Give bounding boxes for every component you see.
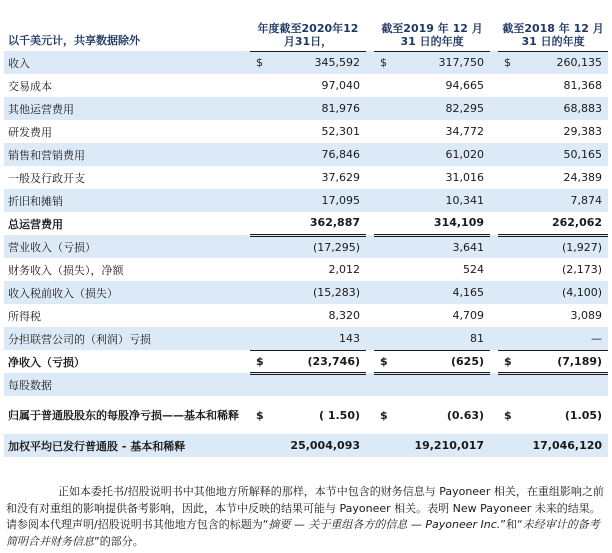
currency-symbol: [498, 304, 516, 327]
currency-symbol: [250, 434, 268, 457]
cell-value: (625): [392, 350, 490, 373]
table-row: [4, 373, 608, 396]
currency-symbol: [374, 166, 392, 189]
currency-symbol: [498, 281, 516, 304]
currency-symbol: [498, 97, 516, 120]
row-label: 一般及行政开支: [8, 171, 85, 185]
cell-value: 31,016: [445, 171, 485, 184]
currency-symbol: [250, 258, 268, 281]
currency-symbol: [374, 434, 392, 457]
column-header-2020: 年度截至2020年12月31日，: [250, 4, 366, 51]
cell-value: 4,165: [392, 281, 490, 304]
currency-symbol: $: [256, 408, 264, 422]
cell-value: 82,295: [392, 97, 490, 120]
currency-symbol: [250, 189, 268, 212]
column-header-2018: 截至2018 年 12 月 31 日的年度: [498, 4, 608, 51]
currency-symbol: [374, 235, 392, 258]
cell-value: 262,062: [516, 212, 608, 235]
table-row: [4, 258, 608, 281]
cell-value: —: [516, 327, 608, 350]
currency-symbol: [250, 74, 268, 97]
row-label: 净收入（亏损）: [8, 355, 85, 369]
currency-symbol: [250, 281, 268, 304]
cell-value: (7,189): [516, 350, 608, 373]
cell-value: 8,320: [328, 309, 361, 322]
cell-value: (15,283): [268, 281, 366, 304]
currency-symbol: [250, 304, 268, 327]
currency-symbol: [498, 235, 516, 258]
row-label: 收入税前收入（损失）: [4, 281, 250, 304]
row-label: 交易成本: [8, 79, 52, 93]
cell-value: 81: [392, 327, 490, 350]
cell-value: (17,295): [268, 235, 366, 258]
currency-symbol: $: [374, 350, 392, 373]
currency-symbol: [498, 120, 516, 143]
currency-symbol: [250, 120, 268, 143]
currency-symbol: [250, 327, 268, 350]
currency-symbol: [374, 258, 392, 281]
currency-symbol: [498, 189, 516, 212]
cell-value: 76,846: [268, 143, 366, 166]
currency-symbol: $: [250, 350, 268, 373]
footnote-text-3: ”的部分。: [94, 534, 144, 548]
cell-value: 17,046,120: [516, 434, 608, 457]
row-label: 收入: [4, 51, 250, 74]
currency-symbol: [498, 74, 516, 97]
currency-symbol: $: [504, 408, 512, 422]
currency-symbol: [498, 143, 516, 166]
footnote-italic-2: 未经审计的备考简明合并财务信息: [6, 518, 600, 548]
cell-value: 10,341: [392, 189, 490, 212]
cell-value: 34,772: [445, 125, 485, 138]
table-row: [4, 396, 608, 434]
table-row: [4, 304, 608, 327]
cell-value: (0.63): [446, 408, 485, 422]
row-label: 财务收入（损失），净额: [8, 263, 124, 277]
cell-value: 2,012: [328, 263, 361, 276]
cell-value: 25,004,093: [268, 434, 366, 457]
currency-symbol: [498, 327, 516, 350]
row-label: 分担联营公司的（利润）亏损: [4, 327, 250, 350]
cell-value: 94,665: [445, 79, 485, 92]
row-label: 总运营费用: [8, 217, 63, 231]
column-header-2019: 截至2019 年 12 月 31 日的年度: [374, 4, 490, 51]
table-row: [4, 281, 608, 304]
cell-value: 61,020: [392, 143, 490, 166]
table-row: [4, 235, 608, 258]
currency-symbol: [374, 212, 392, 235]
footnote-text-1: 正如本委托书/招股说明书中其他地方所解释的那样，本节中包含的财务信息与 Payoneer 相关，在重组影响之前和没有对重组的影响提供备考影响，因此，本节中反映的结果可能与 Payoneer 相关。表明 New Payoneer 未来的结果。请参阅本代理声明/招股说明书其他地方包含的标题为“: [6, 485, 604, 531]
cell-value: 3,089: [570, 309, 603, 322]
currency-symbol: [250, 212, 268, 235]
cell-value: 3,641: [392, 235, 490, 258]
footnote-italic-1: 摘要 — 关于重组各方的信息 — Payoneer Inc.: [268, 518, 501, 531]
row-label: 销售和营销费用: [4, 143, 250, 166]
cell-value: 97,040: [321, 79, 361, 92]
cell-value: 143: [268, 327, 366, 350]
row-label: 每股数据: [4, 373, 250, 396]
currency-symbol: [498, 258, 516, 281]
cell-value: (2,173): [561, 263, 603, 276]
currency-symbol: [250, 143, 268, 166]
table-row: [4, 189, 608, 212]
currency-symbol: [250, 166, 268, 189]
currency-symbol: [498, 212, 516, 235]
cell-value: 314,109: [392, 212, 490, 235]
cell-value: 37,629: [321, 171, 361, 184]
cell-value: 317,750: [392, 51, 490, 74]
financial-table: [4, 4, 608, 457]
table-row: [4, 350, 608, 373]
cell-value: 29,383: [563, 125, 603, 138]
row-label: 归属于普通股股东的每股净亏损——基本和稀释: [8, 408, 239, 422]
cell-value: (23,746): [268, 350, 366, 373]
currency-symbol: [374, 189, 392, 212]
table-row: [4, 434, 608, 457]
currency-symbol: $: [498, 350, 516, 373]
cell-value: 17,095: [268, 189, 366, 212]
row-label: 所得税: [8, 309, 41, 323]
currency-symbol: [498, 434, 516, 457]
cell-value: 362,887: [268, 212, 366, 235]
cell-value: (4,100): [516, 281, 608, 304]
table-row: [4, 97, 608, 120]
table-row: [4, 143, 608, 166]
cell-value: 24,389: [563, 171, 603, 184]
table-header-row: [4, 4, 608, 51]
cell-value: 52,301: [321, 125, 361, 138]
currency-symbol: $: [250, 51, 268, 74]
footnote-text-2: ”和“: [500, 518, 523, 531]
currency-symbol: [374, 281, 392, 304]
currency-symbol: [250, 97, 268, 120]
currency-symbol: $: [498, 51, 516, 74]
currency-symbol: [374, 120, 392, 143]
cell-value: 81,976: [268, 97, 366, 120]
cell-value: (1,927): [516, 235, 608, 258]
cell-value: 524: [463, 263, 485, 276]
cell-value: ( 1.50): [318, 408, 361, 422]
row-label: 营业收入（亏损）: [4, 235, 250, 258]
cell-value: 7,874: [516, 189, 608, 212]
cell-value: 19,210,017: [392, 434, 490, 457]
table-row: [4, 166, 608, 189]
currency-symbol: $: [380, 408, 388, 422]
table-row: [4, 51, 608, 74]
cell-value: 50,165: [516, 143, 608, 166]
row-label: 加权平均已发行普通股 - 基本和稀释: [4, 434, 250, 457]
currency-symbol: [498, 166, 516, 189]
cell-value: 260,135: [516, 51, 608, 74]
row-label: 折旧和摊销: [4, 189, 250, 212]
cell-value: 81,368: [563, 79, 603, 92]
cell-value: 68,883: [516, 97, 608, 120]
row-label: 研发费用: [8, 125, 52, 139]
unit-label: 以千美元计，共享数据除外: [8, 34, 140, 47]
currency-symbol: [374, 74, 392, 97]
currency-symbol: [374, 304, 392, 327]
currency-symbol: [374, 327, 392, 350]
cell-value: 345,592: [268, 51, 366, 74]
table-row: [4, 327, 608, 350]
cell-value: 4,709: [452, 309, 485, 322]
table-row: [4, 212, 608, 235]
table-row: [4, 120, 608, 143]
table-row: [4, 74, 608, 97]
currency-symbol: $: [374, 51, 392, 74]
cell-value: (1.05): [564, 408, 603, 422]
footnote-paragraph: [6, 484, 606, 550]
currency-symbol: [374, 97, 392, 120]
currency-symbol: [374, 143, 392, 166]
row-label: 其他运营费用: [4, 97, 250, 120]
currency-symbol: [250, 235, 268, 258]
